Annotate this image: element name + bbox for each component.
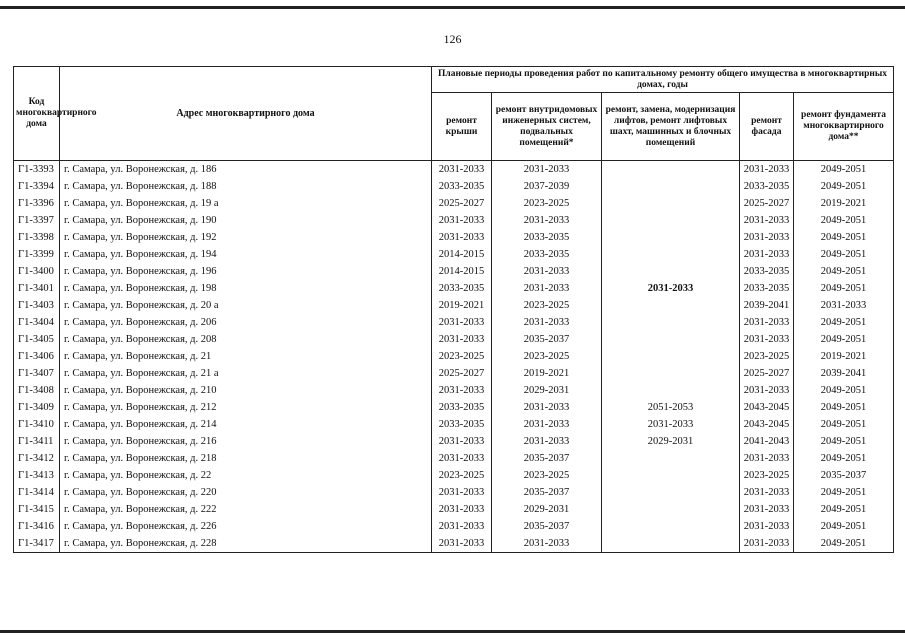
row-roof: 2031-2033 [432, 518, 492, 535]
row-facade: 2031-2033 [740, 229, 794, 246]
row-lifts [602, 161, 740, 179]
row-roof: 2023-2025 [432, 348, 492, 365]
row-facade: 2031-2033 [740, 450, 794, 467]
row-code: Г1-3407 [14, 365, 60, 382]
row-foundation: 2031-2033 [794, 297, 894, 314]
row-foundation: 2049-2051 [794, 484, 894, 501]
row-address: г. Самара, ул. Воронежская, д. 218 [60, 450, 432, 467]
table-row [14, 518, 894, 535]
row-foundation: 2049-2051 [794, 416, 894, 433]
table-row [14, 280, 894, 297]
row-roof: 2033-2035 [432, 416, 492, 433]
row-lifts [602, 501, 740, 518]
row-foundation: 2049-2051 [794, 314, 894, 331]
table-row [14, 399, 894, 416]
bottom-rule [0, 630, 905, 633]
header-systems: ремонт внутридомовых инженерных систем, подвальных помещений* [492, 93, 602, 161]
row-code: Г1-3405 [14, 331, 60, 348]
row-roof: 2031-2033 [432, 314, 492, 331]
row-foundation: 2039-2041 [794, 365, 894, 382]
row-facade: 2039-2041 [740, 297, 794, 314]
row-systems: 2029-2031 [492, 382, 602, 399]
row-code: Г1-3401 [14, 280, 60, 297]
header-periods: Плановые периоды проведения работ по капитальному ремонту общего имущества в многоквартирных домах, годы [432, 67, 894, 93]
row-address: г. Самара, ул. Воронежская, д. 196 [60, 263, 432, 280]
capital-repair-table [13, 66, 894, 553]
row-address: г. Самара, ул. Воронежская, д. 20 а [60, 297, 432, 314]
row-foundation: 2049-2051 [794, 280, 894, 297]
table-row [14, 297, 894, 314]
row-roof: 2025-2027 [432, 195, 492, 212]
row-code: Г1-3400 [14, 263, 60, 280]
table-row [14, 229, 894, 246]
table-row [14, 195, 894, 212]
row-systems: 2035-2037 [492, 450, 602, 467]
row-facade: 2031-2033 [740, 314, 794, 331]
row-code: Г1-3408 [14, 382, 60, 399]
row-roof: 2033-2035 [432, 178, 492, 195]
row-address: г. Самара, ул. Воронежская, д. 19 а [60, 195, 432, 212]
row-address: г. Самара, ул. Воронежская, д. 188 [60, 178, 432, 195]
row-facade: 2043-2045 [740, 399, 794, 416]
row-systems: 2023-2025 [492, 195, 602, 212]
row-address: г. Самара, ул. Воронежская, д. 216 [60, 433, 432, 450]
table-row [14, 433, 894, 450]
row-address: г. Самара, ул. Воронежская, д. 21 [60, 348, 432, 365]
row-code: Г1-3406 [14, 348, 60, 365]
row-address: г. Самара, ул. Воронежская, д. 198 [60, 280, 432, 297]
row-facade: 2033-2035 [740, 178, 794, 195]
row-systems: 2031-2033 [492, 161, 602, 179]
row-address: г. Самара, ул. Воронежская, д. 208 [60, 331, 432, 348]
row-systems: 2035-2037 [492, 484, 602, 501]
row-roof: 2031-2033 [432, 501, 492, 518]
table-row [14, 484, 894, 501]
row-systems: 2031-2033 [492, 280, 602, 297]
row-code: Г1-3398 [14, 229, 60, 246]
row-roof: 2025-2027 [432, 365, 492, 382]
table-row [14, 416, 894, 433]
row-lifts [602, 246, 740, 263]
row-foundation: 2019-2021 [794, 195, 894, 212]
row-roof: 2019-2021 [432, 297, 492, 314]
row-lifts [602, 365, 740, 382]
row-code: Г1-3417 [14, 535, 60, 553]
row-facade: 2033-2035 [740, 263, 794, 280]
row-foundation: 2049-2051 [794, 229, 894, 246]
row-foundation: 2049-2051 [794, 433, 894, 450]
row-roof: 2031-2033 [432, 433, 492, 450]
page-number: 126 [443, 32, 462, 46]
table-row [14, 314, 894, 331]
row-systems: 2031-2033 [492, 314, 602, 331]
row-foundation: 2049-2051 [794, 535, 894, 553]
row-lifts [602, 382, 740, 399]
row-roof: 2033-2035 [432, 399, 492, 416]
row-lifts [602, 212, 740, 229]
row-address: г. Самара, ул. Воронежская, д. 228 [60, 535, 432, 553]
row-code: Г1-3403 [14, 297, 60, 314]
row-roof: 2031-2033 [432, 484, 492, 501]
row-address: г. Самара, ул. Воронежская, д. 186 [60, 161, 432, 179]
row-systems: 2033-2035 [492, 246, 602, 263]
header-facade: ремонт фасада [740, 93, 794, 161]
row-systems: 2023-2025 [492, 467, 602, 484]
row-foundation: 2049-2051 [794, 450, 894, 467]
row-facade: 2025-2027 [740, 195, 794, 212]
row-address: г. Самара, ул. Воронежская, д. 206 [60, 314, 432, 331]
row-facade: 2031-2033 [740, 382, 794, 399]
row-code: Г1-3411 [14, 433, 60, 450]
row-systems: 2035-2037 [492, 331, 602, 348]
row-code: Г1-3410 [14, 416, 60, 433]
row-address: г. Самара, ул. Воронежская, д. 22 [60, 467, 432, 484]
row-foundation: 2049-2051 [794, 178, 894, 195]
table-row [14, 263, 894, 280]
row-lifts [602, 535, 740, 553]
row-facade: 2031-2033 [740, 501, 794, 518]
table-body [14, 161, 894, 553]
row-facade: 2041-2043 [740, 433, 794, 450]
row-address: г. Самара, ул. Воронежская, д. 210 [60, 382, 432, 399]
row-roof: 2031-2033 [432, 382, 492, 399]
row-address: г. Самара, ул. Воронежская, д. 194 [60, 246, 432, 263]
row-roof: 2014-2015 [432, 246, 492, 263]
row-foundation: 2035-2037 [794, 467, 894, 484]
header-roof: ремонт крыши [432, 93, 492, 161]
row-systems: 2037-2039 [492, 178, 602, 195]
row-facade: 2025-2027 [740, 365, 794, 382]
table-row [14, 246, 894, 263]
row-roof: 2031-2033 [432, 535, 492, 553]
row-code: Г1-3394 [14, 178, 60, 195]
row-lifts [602, 467, 740, 484]
row-systems: 2031-2033 [492, 416, 602, 433]
row-roof: 2031-2033 [432, 331, 492, 348]
row-roof: 2014-2015 [432, 263, 492, 280]
row-foundation: 2049-2051 [794, 263, 894, 280]
row-facade: 2023-2025 [740, 348, 794, 365]
row-code: Г1-3399 [14, 246, 60, 263]
row-address: г. Самара, ул. Воронежская, д. 212 [60, 399, 432, 416]
row-lifts [602, 348, 740, 365]
row-lifts [602, 484, 740, 501]
row-systems: 2029-2031 [492, 501, 602, 518]
row-lifts [602, 297, 740, 314]
row-facade: 2031-2033 [740, 212, 794, 229]
row-code: Г1-3413 [14, 467, 60, 484]
row-address: г. Самара, ул. Воронежская, д. 226 [60, 518, 432, 535]
row-lifts: 2031-2033 [602, 416, 740, 433]
row-address: г. Самара, ул. Воронежская, д. 190 [60, 212, 432, 229]
row-roof: 2031-2033 [432, 450, 492, 467]
row-foundation: 2049-2051 [794, 382, 894, 399]
row-foundation: 2049-2051 [794, 501, 894, 518]
row-roof: 2023-2025 [432, 467, 492, 484]
row-roof: 2033-2035 [432, 280, 492, 297]
row-systems: 2031-2033 [492, 535, 602, 553]
row-systems: 2031-2033 [492, 263, 602, 280]
row-facade: 2033-2035 [740, 280, 794, 297]
row-systems: 2019-2021 [492, 365, 602, 382]
row-lifts: 2051-2053 [602, 399, 740, 416]
row-lifts [602, 229, 740, 246]
header-foundation: ремонт фундамента многоквартирного дома** [794, 93, 894, 161]
row-facade: 2031-2033 [740, 161, 794, 179]
row-code: Г1-3414 [14, 484, 60, 501]
row-systems: 2031-2033 [492, 399, 602, 416]
row-lifts [602, 195, 740, 212]
row-systems: 2023-2025 [492, 297, 602, 314]
row-lifts [602, 450, 740, 467]
row-code: Г1-3409 [14, 399, 60, 416]
row-address: г. Самара, ул. Воронежская, д. 222 [60, 501, 432, 518]
row-facade: 2031-2033 [740, 518, 794, 535]
row-code: Г1-3404 [14, 314, 60, 331]
table-row [14, 212, 894, 229]
row-foundation: 2019-2021 [794, 348, 894, 365]
row-facade: 2043-2045 [740, 416, 794, 433]
row-facade: 2031-2033 [740, 484, 794, 501]
row-code: Г1-3415 [14, 501, 60, 518]
row-lifts [602, 518, 740, 535]
row-address: г. Самара, ул. Воронежская, д. 220 [60, 484, 432, 501]
row-foundation: 2049-2051 [794, 161, 894, 179]
row-lifts: 2029-2031 [602, 433, 740, 450]
table-row [14, 161, 894, 179]
header-address: Адрес многоквартирного дома [60, 67, 432, 161]
row-facade: 2031-2033 [740, 331, 794, 348]
row-lifts [602, 314, 740, 331]
row-code: Г1-3393 [14, 161, 60, 179]
row-code: Г1-3412 [14, 450, 60, 467]
row-foundation: 2049-2051 [794, 331, 894, 348]
row-address: г. Самара, ул. Воронежская, д. 192 [60, 229, 432, 246]
row-roof: 2031-2033 [432, 212, 492, 229]
row-foundation: 2049-2051 [794, 246, 894, 263]
row-address: г. Самара, ул. Воронежская, д. 21 а [60, 365, 432, 382]
top-rule [0, 6, 905, 9]
row-facade: 2031-2033 [740, 246, 794, 263]
row-foundation: 2049-2051 [794, 212, 894, 229]
row-lifts: 2031-2033 [602, 280, 740, 297]
row-foundation: 2049-2051 [794, 399, 894, 416]
row-address: г. Самара, ул. Воронежская, д. 214 [60, 416, 432, 433]
row-systems: 2035-2037 [492, 518, 602, 535]
table-row [14, 450, 894, 467]
row-systems: 2033-2035 [492, 229, 602, 246]
row-roof: 2031-2033 [432, 229, 492, 246]
header-code: Код многоквартирного дома [14, 67, 60, 161]
row-lifts [602, 263, 740, 280]
table-row [14, 331, 894, 348]
row-lifts [602, 178, 740, 195]
row-foundation: 2049-2051 [794, 518, 894, 535]
table-row [14, 535, 894, 553]
row-code: Г1-3397 [14, 212, 60, 229]
header-lifts: ремонт, замена, модернизация лифтов, ремонт лифтовых шахт, машинных и блочных помещений [602, 93, 740, 161]
row-lifts [602, 331, 740, 348]
row-systems: 2023-2025 [492, 348, 602, 365]
table-row [14, 348, 894, 365]
table-row [14, 178, 894, 195]
row-code: Г1-3396 [14, 195, 60, 212]
row-systems: 2031-2033 [492, 433, 602, 450]
row-facade: 2031-2033 [740, 535, 794, 553]
row-code: Г1-3416 [14, 518, 60, 535]
table-row [14, 501, 894, 518]
table-row [14, 365, 894, 382]
row-roof: 2031-2033 [432, 161, 492, 179]
table-row [14, 382, 894, 399]
row-facade: 2023-2025 [740, 467, 794, 484]
table-row [14, 467, 894, 484]
row-systems: 2031-2033 [492, 212, 602, 229]
